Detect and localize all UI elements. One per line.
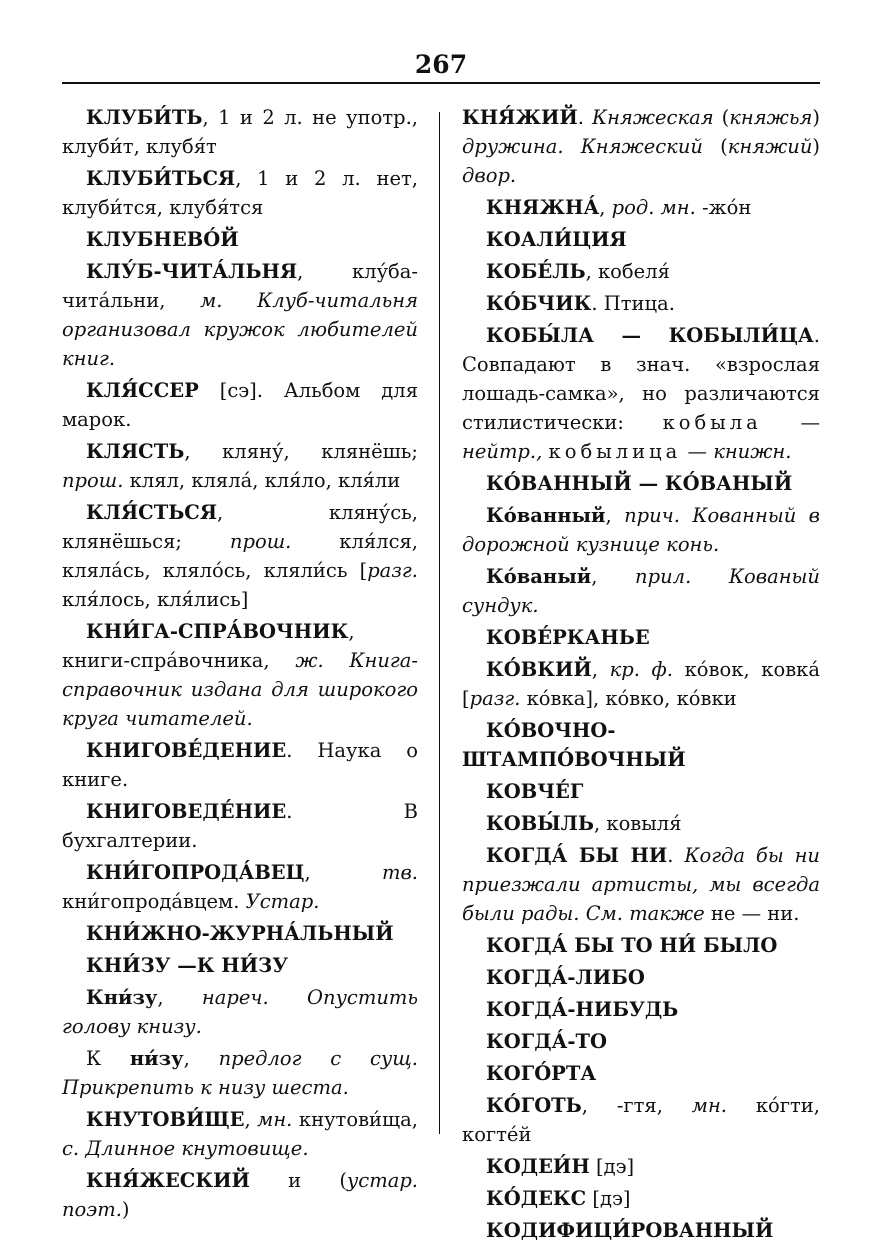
entry-kodeks bbox=[462, 1184, 820, 1213]
headword: КЛУБИ́ТЬСЯ bbox=[86, 167, 236, 190]
entry-knutovishche bbox=[62, 1105, 418, 1163]
entry-knyazhna bbox=[462, 193, 820, 222]
entry-text: , 1 и 2 л. нет, клуби́тся, клубя́тся bbox=[62, 167, 418, 219]
entry-knigovedenie2 bbox=[62, 797, 418, 855]
entry-text: двор. bbox=[462, 164, 517, 187]
entry-text: не — ни. bbox=[704, 902, 800, 925]
entry-text: ко́вок, ковка́ [ bbox=[462, 658, 820, 710]
entry-text: ко́вка], ко́вко, ко́вки bbox=[520, 687, 737, 710]
entry-klub-chitalnya bbox=[62, 257, 418, 373]
entry-text: . Наука о книге. bbox=[62, 739, 418, 791]
headword: КО́ГОТЬ bbox=[486, 1094, 582, 1117]
headword: КНИ́ГОПРОДА́ВЕЦ bbox=[86, 861, 305, 884]
entry-text: устар. поэт. bbox=[62, 1169, 418, 1221]
headword: КОГДА́-ЛИБО bbox=[486, 966, 645, 989]
headword: КОАЛИ́ЦИЯ bbox=[486, 228, 627, 251]
entry-text: , -гтя, bbox=[581, 1094, 692, 1117]
entry-text: — bbox=[681, 440, 714, 463]
entry-text: , кляну́, клянёшь; bbox=[184, 440, 418, 463]
entry-kovochno bbox=[462, 716, 820, 774]
entry-text: , кляну́сь, клянёшься; bbox=[62, 501, 418, 553]
entry-kogda-libo bbox=[462, 963, 820, 992]
entry-text: ж. Книга-справочник издана для широкого круга читателей. bbox=[62, 649, 418, 730]
headword: КОВЕ́РКАНЬЕ bbox=[486, 626, 650, 649]
entry-text: . bbox=[577, 106, 592, 129]
entry-text: . В бухгалтерии. bbox=[62, 800, 418, 852]
headword: Ко́ванный bbox=[486, 504, 606, 527]
entry-text: прош. bbox=[229, 530, 292, 553]
entry-klubnevoy bbox=[62, 225, 418, 254]
headword: КНИГОВЕ́ДЕНИЕ bbox=[86, 739, 287, 762]
entry-klyast bbox=[62, 437, 418, 495]
headword: КНИ́ЗУ —К НИ́ЗУ bbox=[86, 954, 289, 977]
entry-kovany-pril bbox=[462, 562, 820, 620]
entry-text: мн. bbox=[691, 1094, 728, 1117]
entry-kovcheg bbox=[462, 777, 820, 806]
headword: КОГО́РТА bbox=[486, 1062, 597, 1085]
entry-text: ( bbox=[702, 135, 728, 158]
headword: КЛУБНЕВО́Й bbox=[86, 228, 239, 251]
headword: КОГДА́-НИБУДЬ bbox=[486, 998, 679, 1021]
entry-kogda-to bbox=[462, 1027, 820, 1056]
headword: КЛЯ́ССЕР bbox=[86, 379, 199, 402]
entry-text: дружина. Княжеский bbox=[462, 135, 703, 158]
column-divider bbox=[439, 112, 440, 1134]
entry-text: , bbox=[599, 196, 612, 219]
left-column bbox=[62, 103, 418, 1227]
entry-text: ) bbox=[812, 106, 820, 129]
entry-kovanny bbox=[462, 469, 820, 498]
entry-knizu-adv bbox=[62, 983, 418, 1041]
entry-text: нареч. Опустить голову книзу. bbox=[62, 986, 418, 1038]
headword: КЛУБИ́ТЬ bbox=[86, 106, 203, 129]
entry-text: , bbox=[605, 504, 625, 527]
entry-text: , bbox=[183, 1047, 219, 1070]
entry-text: нейтр., bbox=[462, 440, 543, 463]
entry-text: княжья bbox=[729, 106, 813, 129]
entry-text: кобыла bbox=[662, 411, 762, 434]
entry-kogorta bbox=[462, 1059, 820, 1088]
headword: КО́ВКИЙ bbox=[486, 658, 592, 681]
entry-kobel bbox=[462, 257, 820, 286]
entry-text: . Совпадают в знач. «взрослая лошадь-самка», но различаются стилистически: bbox=[462, 324, 820, 434]
entry-klyastsya bbox=[62, 498, 418, 614]
entry-text: , bbox=[157, 986, 202, 1009]
headword: КЛУ́Б-ЧИТА́ЛЬНЯ bbox=[86, 260, 298, 283]
entry-text: , кобеля́ bbox=[585, 260, 670, 283]
entry-text: княжий bbox=[727, 135, 813, 158]
headword: КО́БЧИК bbox=[486, 292, 592, 315]
headword: ни́зу bbox=[129, 1047, 184, 1070]
headword: КНЯ́ЖЕСКИЙ bbox=[86, 1169, 250, 1192]
entry-text: и ( bbox=[249, 1169, 347, 1192]
headword: КНУТОВИ́ЩЕ bbox=[86, 1108, 245, 1131]
entry-text: кля́лся, кляла́сь, кляло́сь, кляли́сь [ bbox=[62, 530, 418, 582]
entry-text: кнутови́ща, bbox=[292, 1108, 418, 1131]
entry-knigovedenie1 bbox=[62, 736, 418, 794]
entry-text: книжн. bbox=[713, 440, 792, 463]
entry-text: , 1 и 2 л. не употр., клуби́т, клубя́т bbox=[62, 106, 418, 158]
entry-kogot bbox=[462, 1091, 820, 1149]
entry-kovanny-prich bbox=[462, 501, 820, 559]
entry-text: , bbox=[244, 1108, 258, 1131]
headword: КО́ВОЧНО-ШТАМПО́ВОЧНЫЙ bbox=[462, 719, 686, 771]
entry-kovyl bbox=[462, 809, 820, 838]
headword: КОГДА́-ТО bbox=[486, 1030, 607, 1053]
entry-kniga-spravochnik bbox=[62, 617, 418, 733]
entry-text: Когда бы ни приезжали артисты, мы всегда были рады. См. также bbox=[462, 844, 820, 925]
entry-kodein bbox=[462, 1152, 820, 1181]
entry-text: прил. Кованый сундук. bbox=[462, 565, 820, 617]
entry-text: — bbox=[761, 411, 821, 434]
entry-text: разг. bbox=[469, 687, 521, 710]
entry-text: прош. bbox=[62, 469, 124, 492]
entry-text: ) bbox=[121, 1198, 130, 1221]
headword: КЛЯСТЬ bbox=[86, 440, 185, 463]
header-rule bbox=[62, 82, 820, 84]
headword: КНЯ́ЖИЙ bbox=[462, 106, 578, 129]
entry-knizhno-zhurnalny bbox=[62, 919, 418, 948]
entry-text: ко́гти, когте́й bbox=[462, 1094, 820, 1146]
entry-knyazhiy bbox=[462, 103, 820, 190]
entry-kogda-by-to bbox=[462, 931, 820, 960]
entry-text: [дэ] bbox=[589, 1155, 635, 1178]
entry-text: м. Клуб-читальня организовал кружок любителей книг. bbox=[62, 289, 419, 370]
entry-text: кр. ф. bbox=[609, 658, 674, 681]
headword: КОБЫ́ЛА — КОБЫЛИ́ЦА bbox=[486, 324, 814, 347]
entry-knizu bbox=[62, 951, 418, 980]
headword: КЛЯ́СТЬСЯ bbox=[86, 501, 218, 524]
entry-text: предлог с сущ. Прикрепить к низу шеста. bbox=[62, 1047, 418, 1099]
entry-kogda-nibud bbox=[462, 995, 820, 1024]
entry-text: , клу́ба-чита́льни, bbox=[62, 260, 418, 312]
headword: КНИГОВЕДЕ́НИЕ bbox=[86, 800, 287, 823]
entry-klubitsya bbox=[62, 164, 418, 222]
entry-text: [дэ] bbox=[586, 1187, 631, 1210]
entry-text: , ковыля́ bbox=[593, 812, 682, 835]
entry-text: прич. Кованный в дорожной кузнице конь. bbox=[462, 504, 820, 556]
entry-text: , bbox=[304, 861, 382, 884]
entry-koalitsiya bbox=[462, 225, 820, 254]
entry-text: Устар. bbox=[245, 890, 320, 913]
headword: КОГДА́ БЫ НИ bbox=[486, 844, 668, 867]
headword: КНЯЖНА́ bbox=[486, 196, 600, 219]
right-column bbox=[462, 103, 820, 1248]
entry-text: кни́гопрода́вцем. bbox=[62, 890, 246, 913]
entry-kobyla bbox=[462, 321, 820, 466]
entry-text: кобылица bbox=[548, 440, 682, 463]
entry-text: , bbox=[591, 565, 636, 588]
entry-text: . bbox=[667, 844, 685, 867]
entry-kogda-by-ni bbox=[462, 841, 820, 928]
entry-kovkiy bbox=[462, 655, 820, 713]
entry-text: ) bbox=[812, 135, 820, 158]
entry-text: с. Длинное кнутовище. bbox=[62, 1137, 309, 1160]
entry-text: разг. bbox=[367, 559, 418, 582]
entry-text: клял, кляла́, кля́ло, кля́ли bbox=[123, 469, 401, 492]
entry-klubit bbox=[62, 103, 418, 161]
headword: КО́ДЕКС bbox=[486, 1187, 587, 1210]
page-number: 267 bbox=[414, 50, 468, 79]
entry-kobchik bbox=[462, 289, 820, 318]
entry-text: [сэ]. Альбом для марок. bbox=[62, 379, 418, 431]
entry-text: тв. bbox=[381, 861, 418, 884]
entry-text: мн. bbox=[257, 1108, 293, 1131]
entry-text: ( bbox=[713, 106, 730, 129]
headword: КОВЫ́ЛЬ bbox=[486, 812, 594, 835]
headword: КНИ́ЖНО-ЖУРНА́ЛЬНЫЙ bbox=[86, 922, 394, 945]
headword: КО́ВАННЫЙ — КО́ВАНЫЙ bbox=[486, 472, 793, 495]
entry-k-nizu bbox=[62, 1044, 418, 1102]
headword: КОДИФИЦИ́РОВАННЫЙ bbox=[486, 1219, 774, 1242]
entry-knigoprodavets bbox=[62, 858, 418, 916]
headword: КОБЕ́ЛЬ bbox=[486, 260, 586, 283]
headword: Ко́ваный bbox=[486, 565, 592, 588]
headword: Кни́зу bbox=[86, 986, 158, 1009]
headword: КОДЕИ́Н bbox=[486, 1155, 590, 1178]
headword: КОГДА́ БЫ ТО НИ́ БЫЛО bbox=[486, 934, 778, 957]
entry-knyazheskiy bbox=[62, 1166, 418, 1224]
entry-text: род. мн. bbox=[611, 196, 696, 219]
headword: КНИ́ГА-СПРА́ВОЧНИК bbox=[86, 620, 349, 643]
entry-text: -жо́н bbox=[695, 196, 752, 219]
entry-text: . Птица. bbox=[591, 292, 675, 315]
entry-text: Княжеская bbox=[592, 106, 714, 129]
headword: КОВЧЕ́Г bbox=[486, 780, 584, 803]
entry-koverkanie bbox=[462, 623, 820, 652]
entry-text: кля́лось, кля́лись] bbox=[62, 588, 249, 611]
entry-klyasser bbox=[62, 376, 418, 434]
entry-text: , книги-спра́вочника, bbox=[62, 620, 355, 672]
entry-kodifitsirovanny bbox=[462, 1216, 820, 1245]
entry-text: К bbox=[86, 1047, 130, 1070]
entry-text: , bbox=[591, 658, 610, 681]
